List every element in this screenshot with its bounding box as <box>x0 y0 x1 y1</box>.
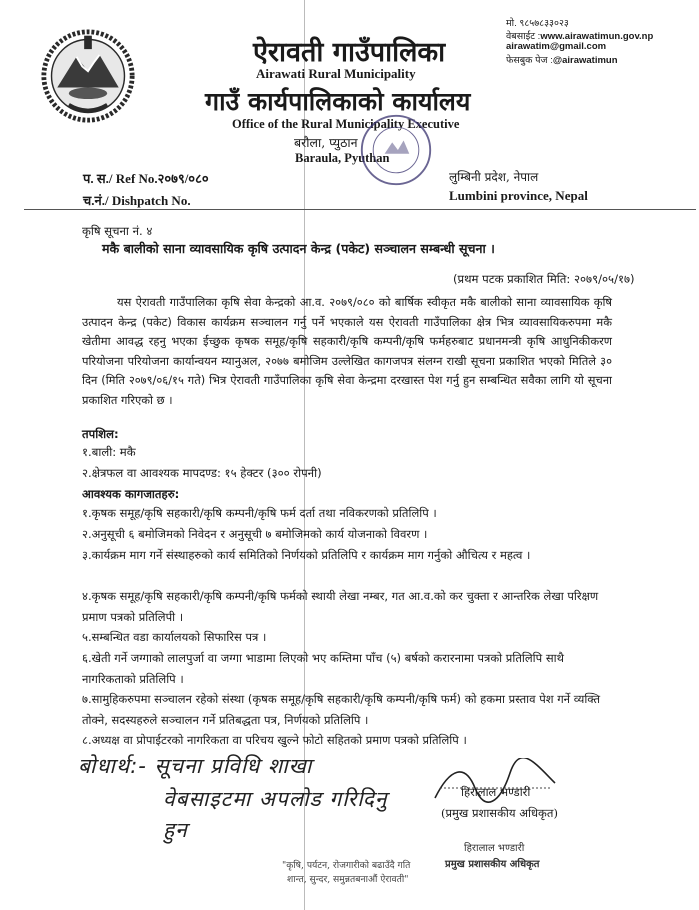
email-value: airawatim@gmail.com <box>506 41 607 52</box>
publication-date: (प्रथम पटक प्रकाशित मिति: २०७९/०५/१७) <box>453 272 635 286</box>
municipality-name-en: Airawati Rural Municipality <box>256 66 416 81</box>
notice-number: कृषि सूचना नं. ४ <box>82 224 153 238</box>
handwritten-note-line: बोधार्थ:- सूचना प्रविधि शाखा <box>78 754 313 778</box>
office-name-np: गाउँ कार्यपालिकाको कार्यालय <box>205 87 471 116</box>
reference-number: प. स./ Ref No.२०७९/०८० <box>83 171 209 186</box>
website-value: www.airawatimun.gov.np <box>540 31 654 42</box>
contact-facebook <box>506 53 618 66</box>
documents-heading: आवश्यक कागजातहरु: <box>82 487 180 501</box>
header-divider <box>24 209 696 210</box>
document-item: ३.कार्यक्रम माग गर्ने संस्थाहरुको कार्य समितिको निर्णयको प्रतिलिपि र कार्यक्रम माग गर्नुको औचित्य र महत्व । <box>82 548 531 562</box>
document-item: ८.अध्यक्ष वा प्रोपाईटरको नागरिकता वा परिचय खुल्ने फोटो सहितको प्रमाण पत्रको प्रतिलिपि । <box>82 733 467 747</box>
document-item: २.अनुसूची ६ बमोजिमको निवेदन र अनुसूची ७ बमोजिमको कार्य योजनाको विवरण । <box>82 527 428 541</box>
facebook-value: @airawatimun <box>552 55 618 66</box>
document-item: १.कृषक समूह/कृषि सहकारी/कृषि कम्पनी/कृषि फर्म दर्ता तथा नविकरणको प्रतिलिपि । <box>82 506 437 520</box>
handwritten-note-line: वेबसाइटमा अपलोड गरिदिनु <box>163 787 388 811</box>
document-item: ६.खेती गर्ने जग्गाको लालपुर्जा वा जग्गा भाडामा लिएको भए कम्तिमा पाँच (५) बर्षको करारनामा पत्रको प्रतिलिपि साथै नागरिकताको प्रतिलिपि । <box>82 651 564 686</box>
signatory-name: हिरालाल भण्डारी <box>461 785 531 799</box>
document-item: ४.कृषक समूह/कृषि सहकारी/कृषि कम्पनी/कृषि फर्मको स्थायी लेखा नम्बर, गत आ.व.को कर चुक्ता र आन्तरिक लेखा परिक्षण प्रमाण पत्रको प्रतिलिपी । <box>82 589 599 624</box>
address-np: बरौला, प्युठान <box>294 135 358 150</box>
government-emblem-icon <box>40 28 136 124</box>
details-heading: तपशिल: <box>82 427 119 441</box>
office-seal-stamp <box>358 112 434 188</box>
title-stamp: प्रमुख प्रशासकीय अधिकृत <box>445 859 540 870</box>
facebook-label: फेसबुक पेज : <box>506 55 553 66</box>
signatory-title: (प्रमुख प्रशासकीय अधिकृत) <box>441 806 558 820</box>
province-np: लुम्बिनी प्रदेश, नेपाल <box>449 170 539 184</box>
footer-slogan: शान्त, सुन्दर, समुन्नतबनाऔं ऐरावती" <box>287 874 409 885</box>
notice-paragraph: यस ऐरावती गाउँपालिका कृषि सेवा केन्द्रको आ.व. २०७९/०८० को बार्षिक स्वीकृत मकै बालीको साना व्यावसायिक कृषि उत्पादन केन्द्र (पकेट) विकास कार्यक्रम सञ्चालन गर्नु पर्ने भएकाले यस ऐरावती गाउँपालिका क्षेत्र भित्र व्यावसायिकरुपमा मकै खेतीमा आवद्ध रहनु भएका ईच्छुक कृषक समूह/कृषि सहकारी/कृषि कम्पनी/कृषि फर्महरुबाट प्रधानमन्त्री कृषि आधुनिकीकरण परियोजना परियोजना कार्यान्वयन म्यानुअल, २०७७ बमोजिम उल्लेखित कागजपत्र संलग्न राखी सूचना प्रकाशित भएको मितिले ३० दिन (मिति २०७९/०६/१५ गते) भित्र ऐरावती गाउँपालिका कृषि सेवा केन्द्रमा दरखास्त पेश गर्नु हुन सम्बन्धित सवैका लागि यो सूचना प्रकाशित गरिएको छ । <box>82 295 612 407</box>
contact-phone: मो. ९८५७८३३०२३ <box>506 18 569 29</box>
dispatch-number: च.नं./ Dishpatch No. <box>83 193 191 208</box>
website-label: वेबसाईट : <box>506 31 541 42</box>
municipality-name-np: ऐरावती गाउँपालिका <box>253 37 446 68</box>
handwritten-note-line: हुन <box>163 818 188 842</box>
contact-email <box>506 41 606 52</box>
signature-scribble <box>430 758 560 808</box>
address-en: Baraula, Pyuthan <box>295 151 390 165</box>
footer-slogan: "कृषि, पर्यटन, रोजगारीको बढाउँदै गति <box>282 860 411 871</box>
name-stamp: हिरालाल भण्डारी <box>464 843 525 854</box>
detail-crop: १.बाली: मकै <box>82 445 136 459</box>
province-en: Lumbini province, Nepal <box>449 188 588 203</box>
office-name-en: Office of the Rural Municipality Executive <box>232 117 460 131</box>
document-item: ५.सम्बन्धित वडा कार्यालयको सिफारिस पत्र । <box>82 630 267 644</box>
notice-subject: मकै बालीको साना व्यावसायिक कृषि उत्पादन केन्द्र (पकेट) सञ्चालन सम्बन्धी सूचना । <box>102 241 495 256</box>
detail-area: २.क्षेत्रफल वा आवश्यक मापदण्ड: १५ हेक्टर (३०० रोपनी) <box>82 466 322 480</box>
document-item: ७.सामुहिकरुपमा सञ्चालन रहेको संस्था (कृषक समूह/कृषि सहकारी/कृषि कम्पनी/कृषि फर्म) को हकमा प्रस्ताव पेश गर्ने व्यक्ति तोक्ने, सदस्यहरुले सञ्चालन गर्ने प्रतिबद्धता पत्र, निर्णयको प्रतिलिपि । <box>82 692 601 727</box>
